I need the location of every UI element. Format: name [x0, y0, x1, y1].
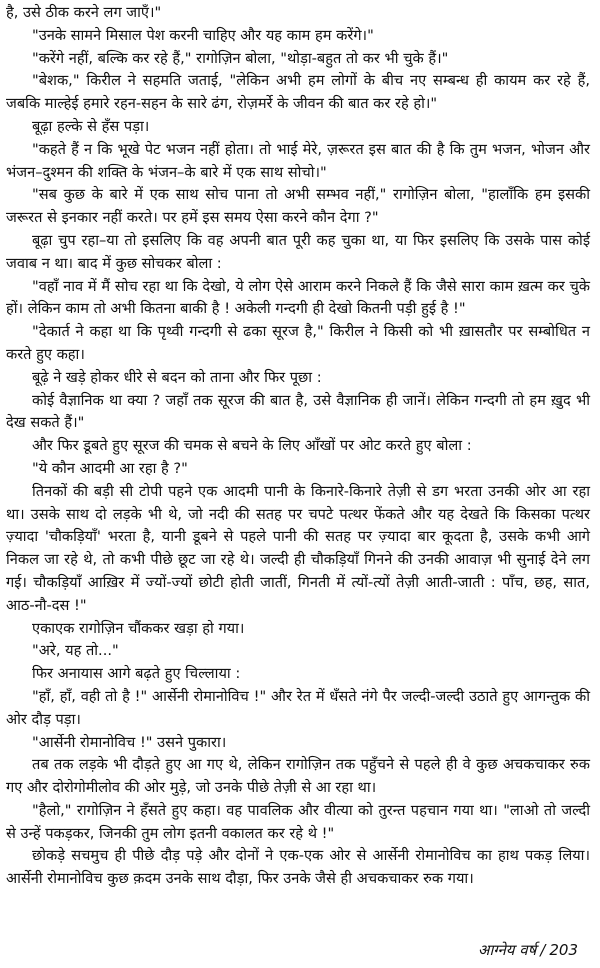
paragraph: "देकार्त ने कहा था कि पृथ्वी गन्दगी से ढका सूरज है," किरील ने किसी को भी ख़ासतौर पर सम्बोधित न करते हुए कहा।: [6, 323, 590, 363]
paragraph: "उनके सामने मिसाल पेश करनी चाहिए और यह काम हम करेंगे।": [32, 26, 374, 44]
running-title: आग्नेय वर्ष: [477, 941, 537, 959]
paragraph: "हाँ, हाँ, वही तो है !" आर्सेनी रोमानोविच !" और रेत में धँसते नंगे पैर जल्दी-जल्दी उठाते हुए आगन्तुक की ओर दौड़ पड़ा।: [6, 687, 590, 728]
paragraph: "कहते हैं न कि भूखे पेट भजन नहीं होता। तो भाई मेरे, ज़रूरत इस बात की है कि तुम भजन, भोजन और भंजन–दुश्मन की शक्ति के भंजन–के बारे में एक साथ सोचो।": [6, 140, 590, 181]
paragraph: तिनकों की बड़ी सी टोपी पहने एक आदमी पानी के किनारे-किनारे तेज़ी से डग भरता उनकी ओर आ रहा था। उसके साथ दो लड़के भी थे, जो नदी की सतह पर चपटे पत्थर फेंकते और यह देखते कि किसका पत्थर ज़्यादा 'चौकड़ियाँ' भरता है, यानी डूबने से पहले पानी की सतह पर ज़्यादा बार कूदता है, उसके कभी आगे निकल जा रहे थे, तो कभी पीछे छूट जा रहे थे। जल्दी ही चौकड़ियाँ गिनने की उनकी आवाज़ भी सुनाई देने लग गई। चौकड़ियाँ आख़िर में ज्यों-ज्यों छोटी होती जातीं, गिनती में त्यों-त्यों तेज़ी आती-जाती : पाँच, छह, सात, आठ-नौ-दस !": [6, 482, 590, 614]
paragraph: "सब कुछ के बारे में एक साथ सोच पाना तो अभी सम्भव नहीं," रागोज़िन बोला, "हालाँकि हम इसकी जरूरत से इनकार नहीं करते। पर हमें इस समय ऐसा करने कौन देगा ?": [6, 186, 590, 227]
paragraph: "करेंगे नहीं, बल्कि कर रहे हैं," रागोज़िन बोला, "थोड़ा-बहुत तो कर भी चुके हैं।": [32, 49, 449, 67]
page-number: 203: [549, 941, 578, 959]
paragraph: और फिर डूबते हुए सूरज की चमक से बचने के लिए आँखों पर ओट करते हुए बोला :: [32, 437, 472, 455]
paragraph: एकाएक रागोज़िन चौंककर खड़ा हो गया।: [32, 619, 245, 637]
page-footer: [478, 940, 578, 960]
paragraph: "अरे, यह तो...": [32, 642, 119, 660]
paragraph: कोई वैज्ञानिक था क्या ? जहाँ तक सूरज की बात है, उसे वैज्ञानिक ही जानें। लेकिन गन्दगी तो हम ख़ुद भी देख सकते हैं।": [6, 391, 590, 432]
paragraph: "ये कौन आदमी आ रहा है ?": [32, 459, 188, 477]
footer-separator: /: [540, 941, 546, 959]
paragraph: फिर अनायास आगे बढ़ते हुए चिल्लाया :: [32, 665, 241, 683]
paragraph: बूढ़ा हल्के से हँस पड़ा।: [32, 117, 150, 135]
paragraph: बूढ़ा चुप रहा–या तो इसलिए कि वह अपनी बात पूरी कह चुका था, या फिर इसलिए कि उसके पास कोई जवाब न था। बाद में कुछ सोचकर बोला :: [6, 231, 590, 272]
paragraph: तब तक लड़के भी दौड़ते हुए आ गए थे, लेकिन रागोज़िन तक पहुँचने से पहले ही वे कुछ अचकचाकर रुक गए और दोरोगोमीलोव की ओर मुड़े, जो उनके पीछे तेज़ी से आ रहा था।: [6, 756, 590, 797]
paragraph: "आर्सेनी रोमानोविच !" उसने पुकारा।: [32, 733, 227, 751]
paragraph: "बेशक," किरील ने सहमति जताई, "लेकिन अभी हम लोगों के बीच नए सम्बन्ध ही कायम कर रहे हैं, जबकि माल्हेई हमारे रहन-सहन के सारे ढंग, रोज़मर्रे के जीवन की बात कर रहे हो।": [6, 72, 590, 113]
paragraph: बूढ़े ने खड़े होकर धीरे से बदन को ताना और फिर पूछा :: [32, 368, 322, 386]
paragraph: है, उसे ठीक करने लग जाएँ।": [6, 4, 162, 21]
paragraph: "हैलो," रागोज़िन ने हँसते हुए कहा। वह पावलिक और वीत्या को तुरन्त पहचान गया था। "लाओ तो जल्दी से उन्हें पकड़कर, जिनकी तुम लोग इतनी वकालत कर रहे थे !": [6, 801, 590, 842]
page-body-text: [6, 2, 590, 891]
paragraph: "वहाँ नाव में मैं सोच रहा था कि देखो, ये लोग ऐसे आराम करने निकले हैं कि जैसे सारा काम ख़त्म कर चुके हों। लेकिन काम तो अभी कितना बाकी है ! अकेली गन्दगी ही देखो कितनी पड़ी हुई है !": [6, 277, 590, 318]
paragraph: छोकड़े सचमुच ही पीछे दौड़ पड़े और दोनों ने एक-एक ओर से आर्सेनी रोमानोविच का हाथ पकड़ लिया। आर्सेनी रोमानोविच कुछ क़दम उनके साथ दौड़ा, फिर उनके जैसे ही अचकचाकर रुक गया।: [6, 847, 590, 888]
